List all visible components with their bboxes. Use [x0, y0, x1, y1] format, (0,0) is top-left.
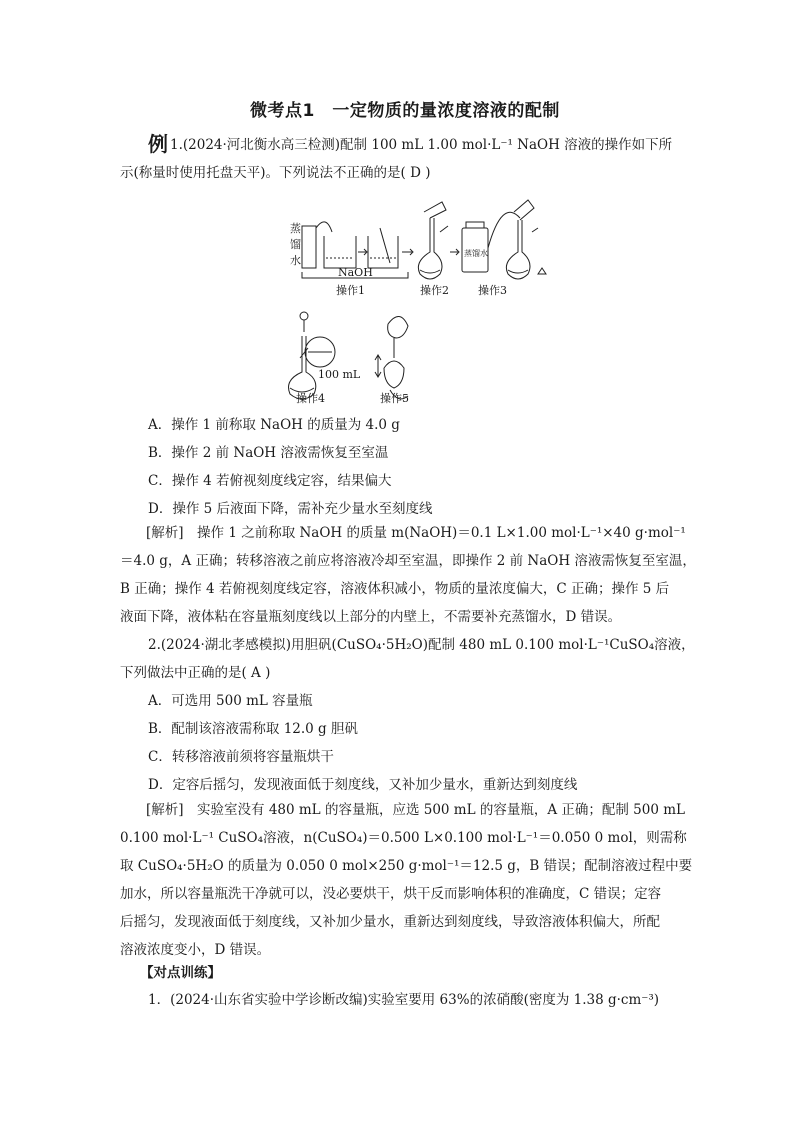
example-mark: 例 [148, 132, 168, 156]
q2-analysis-line4: 加水，所以容量瓶洗干净就可以，没必要烘干，烘干反而影响体积的准确度，C 错误；定容 [120, 886, 662, 902]
training-heading: 【对点训练】 [140, 965, 221, 981]
q1-stem-line2: 示(称量时使用托盘天平)。下列说法不正确的是( D ) [120, 165, 431, 181]
experiment-figure [280, 208, 530, 408]
label-naoh: NaOH [338, 266, 373, 279]
label-water-3: 水 [290, 254, 301, 267]
q1-stem-line1: 1.(2024·河北衡水高三检测)配制 100 mL 1.00 mol·L⁻¹ NaOH 溶液的操作如下所 [170, 137, 673, 153]
label-op3: 操作3 [478, 284, 507, 297]
training-q1-line1: 1．(2024·山东省实验中学诊断改编)实验室要用 63%的浓硝酸(密度为 1.38 g·cm⁻³) [148, 992, 660, 1008]
label-op5: 操作5 [380, 392, 409, 405]
label-water-2: 馏 [290, 238, 301, 251]
q2-option-d: D．定容后摇匀，发现液面低于刻度线，又补加少量水，重新达到刻度线 [148, 777, 578, 793]
label-op4: 操作4 [296, 392, 325, 405]
label-op2: 操作2 [420, 284, 449, 297]
label-water-1: 蒸 [290, 222, 301, 235]
q2-analysis-line1: [解析] 实验室没有 480 mL 的容量瓶，应选 500 mL 的容量瓶，A 正确；配制 500 mL [146, 802, 686, 818]
q1-analysis-line2: ＝4.0 g，A 正确；转移溶液之前应将溶液冷却至室温，即操作 2 前 NaOH 溶液需恢复至室温， [120, 553, 696, 569]
q2-analysis-line2: 0.100 mol·L⁻¹ CuSO₄溶液，n(CuSO₄)＝0.500 L×0.100 mol·L⁻¹＝0.050 0 mol，则需称 [120, 830, 687, 846]
q1-option-d: D．操作 5 后液面下降，需补充少量水至刻度线 [148, 501, 433, 517]
q2-stem-line1: 2.(2024·湖北孝感模拟)用胆矾(CuSO₄·5H₂O)配制 480 mL 0.100 mol·L⁻¹CuSO₄溶液， [148, 637, 695, 653]
label-flask-volume: 100 mL [318, 368, 361, 381]
q2-analysis-line6: 溶液浓度变小，D 错误。 [120, 942, 271, 958]
q1-analysis-line3: B 正确；操作 4 若俯视刻度线定容，溶液体积减小，物质的量浓度偏大，C 正确；操作 5 后 [120, 581, 670, 597]
q2-option-b: B．配制该溶液需称取 12.0 g 胆矾 [148, 721, 358, 737]
q1-option-a: A．操作 1 前称取 NaOH 的质量为 4.0 g [148, 417, 400, 433]
q1-option-c: C．操作 4 若俯视刻度线定容，结果偏大 [148, 473, 392, 489]
q2-analysis-line3: 取 CuSO₄·5H₂O 的质量为 0.050 0 mol×250 g·mol⁻¹＝12.5 g，B 错误；配制溶液过程中要 [120, 858, 693, 874]
label-op1: 操作1 [336, 284, 365, 297]
q2-stem-line2: 下列做法中正确的是( A ) [120, 665, 271, 681]
q2-analysis-line5: 后摇匀，发现液面低于刻度线，又补加少量水，重新达到刻度线，导致溶液体积偏大，所配 [120, 914, 660, 930]
q1-option-b: B．操作 2 前 NaOH 溶液需恢复至室温 [148, 445, 389, 461]
q2-option-a: A．可选用 500 mL 容量瓶 [148, 693, 313, 709]
q2-option-c: C．转移溶液前须将容量瓶烘干 [148, 749, 334, 765]
q1-analysis-line1: [解析] 操作 1 之前称取 NaOH 的质量 m(NaOH)＝0.1 L×1.00 mol·L⁻¹×40 g·mol⁻¹ [146, 525, 686, 541]
q1-analysis-line4: 液面下降，液体粘在容量瓶刻度线以上部分的内壁上，不需要补充蒸馏水，D 错误。 [120, 609, 622, 625]
label-bottle: 蒸馏水 [464, 249, 488, 258]
page-title: 微考点1 一定物质的量浓度溶液的配制 [250, 101, 560, 121]
